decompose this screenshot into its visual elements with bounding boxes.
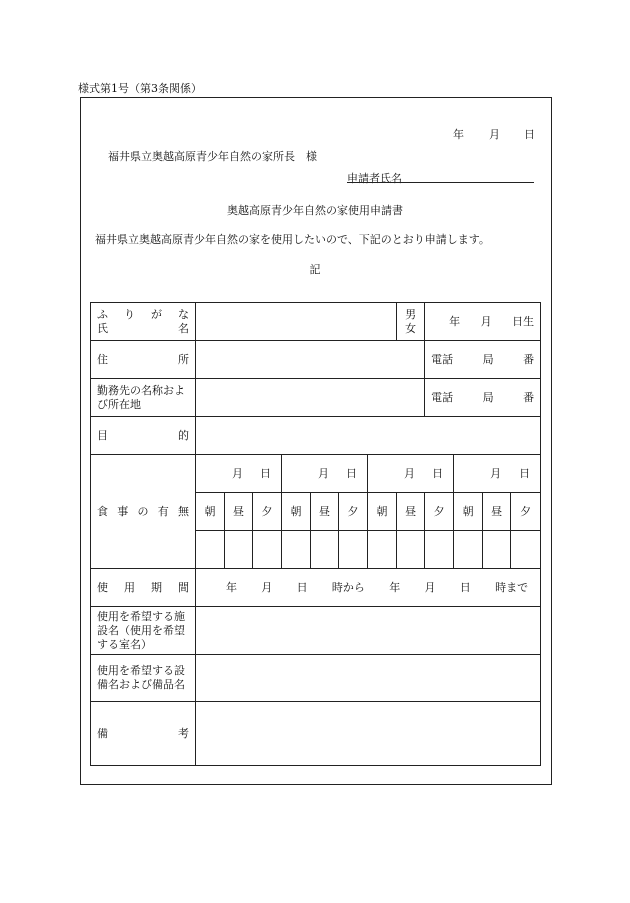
header-month: 月 [489, 128, 500, 141]
meal-dinner-2: 夕 [339, 493, 368, 531]
addressee: 福井県立奥越高原青少年自然の家所長 様 [108, 150, 317, 163]
remarks-label-cell: 備 考 [91, 702, 196, 766]
meal-check-cell[interactable] [282, 531, 311, 569]
workplace-row [91, 379, 541, 417]
meal-check-cell[interactable] [425, 531, 454, 569]
phone-exchange: 局 [482, 390, 494, 404]
remarks-row [91, 702, 541, 766]
furigana-label: ふ り が な [97, 307, 189, 321]
meal-date-3[interactable]: 月 日 [368, 455, 454, 493]
period-start-year: 年 [226, 580, 237, 594]
meal-lunch-1: 昼 [225, 493, 253, 531]
meal-check-cell[interactable] [397, 531, 425, 569]
address-label-cell: 住 所 [91, 341, 196, 379]
period-field[interactable] [196, 569, 541, 607]
period-end-day: 日 [459, 580, 471, 594]
meal-breakfast-3: 朝 [368, 493, 397, 531]
equipment-row [91, 655, 541, 702]
name-label-cell [91, 303, 196, 341]
phone-number: 番 [523, 390, 535, 404]
meal-breakfast-1: 朝 [196, 493, 225, 531]
meal-dinner-1: 夕 [253, 493, 282, 531]
meal-date-4[interactable]: 月 日 [454, 455, 541, 493]
phone-label: 電話 [431, 390, 454, 404]
remarks-field[interactable] [196, 702, 541, 766]
intro-text: 福井県立奥越高原青少年自然の家を使用したいので、下記のとおり申請します。 [95, 233, 490, 246]
meal-date-2[interactable]: 月 日 [282, 455, 368, 493]
meal-check-cell[interactable] [196, 531, 225, 569]
birth-month: 月 [480, 314, 492, 328]
meal-check-cell[interactable] [454, 531, 483, 569]
phone-label: 電話 [431, 352, 454, 366]
sex-cell[interactable] [397, 303, 425, 341]
document-title: 奥越高原青少年自然の家使用申請書 [227, 204, 403, 217]
period-start-hour: 時から [331, 580, 365, 594]
birthdate-field[interactable] [425, 303, 541, 341]
meals-label-cell: 食 事 の 有 無 [91, 455, 196, 569]
facility-label: 使用を希望する施設名（使用を希望する室名） [91, 607, 196, 655]
period-start-day: 日 [296, 580, 308, 594]
application-table [90, 302, 541, 766]
purpose-field[interactable] [196, 417, 541, 455]
equipment-label: 使用を希望する設備名および備品名 [91, 655, 196, 702]
applicant-name-field[interactable] [347, 182, 534, 183]
meal-check-cell[interactable] [483, 531, 511, 569]
meal-check-cell[interactable] [225, 531, 253, 569]
phone-exchange: 局 [482, 352, 494, 366]
equipment-field[interactable] [196, 655, 541, 702]
meal-date-row [91, 455, 541, 493]
period-start-month: 月 [261, 580, 273, 594]
workplace-label: 勤務先の名称および所在地 [91, 379, 196, 417]
meal-date-1[interactable]: 月 日 [196, 455, 282, 493]
meal-check-cell[interactable] [311, 531, 339, 569]
workplace-phone-field[interactable] [425, 379, 541, 417]
meal-breakfast-4: 朝 [454, 493, 483, 531]
ki-heading: 記 [309, 263, 321, 276]
meal-check-cell[interactable] [253, 531, 282, 569]
address-field[interactable] [196, 341, 425, 379]
meal-lunch-3: 昼 [397, 493, 425, 531]
birth-year: 年 [449, 314, 461, 328]
workplace-field[interactable] [196, 379, 425, 417]
header-year: 年 [453, 128, 464, 141]
period-end-hour: 時まで [495, 580, 529, 594]
meal-dinner-3: 夕 [425, 493, 454, 531]
period-row [91, 569, 541, 607]
period-end-month: 月 [424, 580, 436, 594]
sex-male: 男 [405, 307, 417, 321]
facility-row [91, 607, 541, 655]
meal-check-cell[interactable] [368, 531, 397, 569]
meal-lunch-2: 昼 [311, 493, 339, 531]
address-row [91, 341, 541, 379]
purpose-row [91, 417, 541, 455]
period-label-cell: 使 用 期 間 [91, 569, 196, 607]
name-label: 氏 名 [97, 321, 189, 335]
meal-check-cell[interactable] [339, 531, 368, 569]
applicant-name-label: 申請者氏名 [347, 172, 402, 185]
period-end-year: 年 [389, 580, 401, 594]
phone-number: 番 [523, 352, 535, 366]
meal-dinner-4: 夕 [511, 493, 541, 531]
meal-check-cell[interactable] [511, 531, 541, 569]
birth-day: 日生 [512, 314, 535, 328]
header-day: 日 [524, 128, 535, 141]
purpose-label-cell: 目 的 [91, 417, 196, 455]
meal-lunch-4: 昼 [483, 493, 511, 531]
sex-female: 女 [405, 321, 417, 335]
address-phone-field[interactable] [425, 341, 541, 379]
meal-breakfast-2: 朝 [282, 493, 311, 531]
form-number-label: 様式第1号（第3条関係） [78, 82, 202, 95]
name-row [91, 303, 541, 341]
facility-field[interactable] [196, 607, 541, 655]
name-field[interactable] [196, 303, 397, 341]
